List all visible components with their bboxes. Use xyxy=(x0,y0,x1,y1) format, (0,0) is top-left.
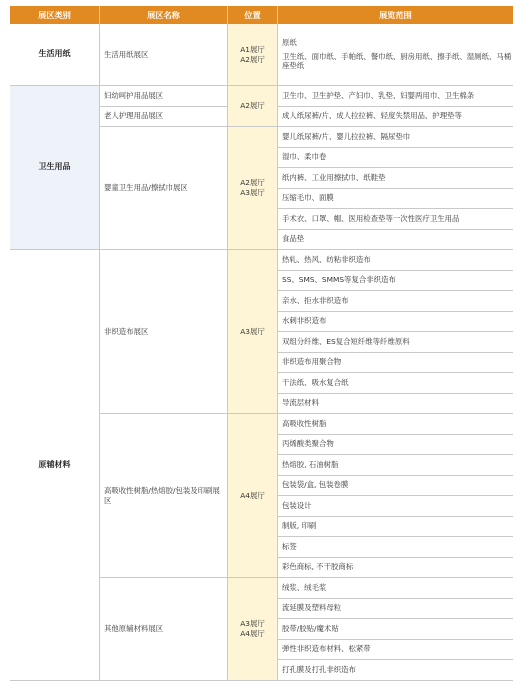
header-hall-name: 展区名称 xyxy=(99,6,227,24)
header-category: 展区类别 xyxy=(10,6,99,24)
scope-item: 热熔胶, 石油树脂 xyxy=(277,455,513,476)
scope-item: 湿巾、柔巾卷 xyxy=(277,148,513,169)
scope-item: 丙烯酸类聚合物 xyxy=(277,435,513,456)
header-location: 位置 xyxy=(227,6,277,24)
scope-line: 卫生纸、面巾纸、手帕纸、餐巾纸、厨房用纸、擦手纸、湿厕纸、马桶座垫纸 xyxy=(282,51,512,71)
scope-item: 胶带/胶贴/魔术贴 xyxy=(277,619,513,640)
category-life-paper: 生活用纸 xyxy=(10,24,99,86)
header-scope: 展览范围 xyxy=(277,6,513,24)
scope-item: 双组分纤维、ES复合短纤维等纤维原料 xyxy=(277,332,513,353)
hall-name: 其他原辅材料展区 xyxy=(99,578,227,681)
scope-item: 水刺非织造布 xyxy=(277,312,513,333)
scope-item: 压缩毛巾、面膜 xyxy=(277,189,513,210)
scope-item: 打孔膜及打孔非织造布 xyxy=(277,660,513,681)
scope-item: 非织造布用聚合物 xyxy=(277,353,513,374)
scope-item: 亲水、拒水非织造布 xyxy=(277,291,513,312)
scope-item: 流延膜及塑料母粒 xyxy=(277,599,513,620)
location-life-paper: A1展厅 A2展厅 xyxy=(227,24,277,86)
hall-name: 非织造布展区 xyxy=(99,250,227,414)
scope-item: 婴儿纸尿裤/片、婴儿拉拉裤、隔尿垫巾 xyxy=(277,127,513,148)
hall-location: A3展厅 A4展厅 xyxy=(227,578,277,681)
hall-location: A2展厅 xyxy=(227,86,277,127)
scope-item: 食品垫 xyxy=(277,230,513,251)
hall-name: 妇幼呵护用品展区 xyxy=(99,86,227,107)
hall-name: 高吸收性树脂/热熔胶/包装及印刷展区 xyxy=(99,414,227,578)
scope-item: 制版, 印刷 xyxy=(277,517,513,538)
hall-name: 婴童卫生用品/擦拭巾展区 xyxy=(99,127,227,250)
hall-location: A3展厅 xyxy=(227,250,277,414)
scope-item: 弹性非织造布材料、松紧带 xyxy=(277,640,513,661)
category-raw-materials: 原辅材料 xyxy=(10,250,99,681)
scope-item: 导流层材料 xyxy=(277,394,513,415)
scope-item: 干法纸、吸水复合纸 xyxy=(277,373,513,394)
scope-item: 成人纸尿裤/片、成人拉拉裤、轻度失禁用品、护理垫等 xyxy=(277,107,513,128)
scope-item: 包装设计 xyxy=(277,496,513,517)
scope-item: 卫生巾、卫生护垫、产妇巾、乳垫、妇婴两用巾、卫生棉条 xyxy=(277,86,513,107)
scope-item: SS、SMS、SMMS等复合非织造布 xyxy=(277,271,513,292)
scope-life-paper xyxy=(277,24,513,86)
scope-item: 高吸收性树脂 xyxy=(277,414,513,435)
scope-item: 纸内裤、工业用擦拭巾、纸鞋垫 xyxy=(277,168,513,189)
hall-location: A2展厅 A3展厅 xyxy=(227,127,277,250)
scope-item: 手术衣、口罩、帽、医用检查垫等一次性医疗卫生用品 xyxy=(277,209,513,230)
scope-item: 标签 xyxy=(277,537,513,558)
category-hygiene-products: 卫生用品 xyxy=(10,86,99,250)
hall-name: 老人护理用品展区 xyxy=(99,107,227,128)
scope-item: 热轧、热风、纺粘非织造布 xyxy=(277,250,513,271)
scope-line: 原纸 xyxy=(282,38,297,48)
exhibition-table xyxy=(10,6,513,681)
scope-item: 绒浆、绒毛浆 xyxy=(277,578,513,599)
hall-location: A4展厅 xyxy=(227,414,277,578)
hall-life-paper: 生活用纸展区 xyxy=(99,24,227,86)
scope-item: 彩色商标, 不干胶商标 xyxy=(277,558,513,579)
scope-item: 包装袋/盒, 包装卷膜 xyxy=(277,476,513,497)
